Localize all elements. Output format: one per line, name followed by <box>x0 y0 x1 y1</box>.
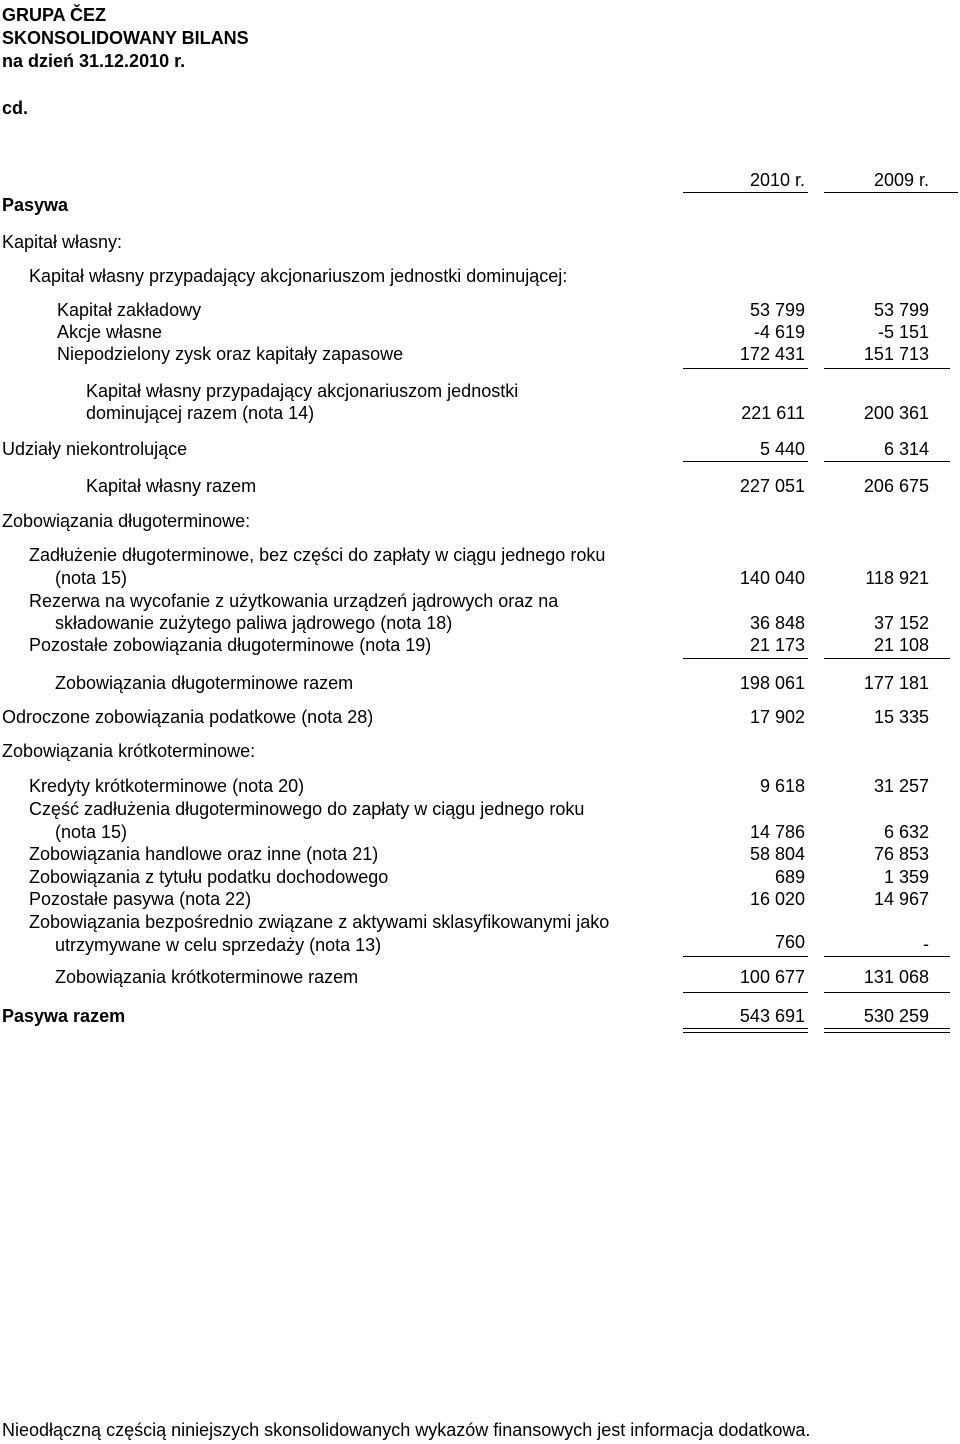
subtotal-rule-2009 <box>824 658 950 659</box>
double-rule-2010-upper <box>683 1028 808 1029</box>
lt-debt-label-line2: (nota 15) <box>55 568 128 588</box>
section-title: Pasywa <box>2 195 69 215</box>
held-for-sale-label-line2: utrzymywane w celu sprzedaży (nota 13) <box>55 935 382 955</box>
st-loans-2009: 31 257 <box>873 776 929 796</box>
double-rule-2009-lower <box>824 1032 950 1033</box>
double-rule-2009-upper <box>824 1028 950 1029</box>
footer-note: Nieodłączną częścią niniejszych skonsolidowanych wykazów finansowych jest informacja dodatkowa. <box>2 1420 811 1440</box>
grand-total-2009: 530 259 <box>863 1006 929 1026</box>
share-capital-2010: 53 799 <box>749 300 805 320</box>
trade-payables-2009: 76 853 <box>873 844 929 864</box>
lt-heading: Zobowiązania długoterminowe: <box>2 511 251 531</box>
held-for-sale-2010: 760 <box>774 932 805 952</box>
lt-total-label: Zobowiązania długoterminowe razem <box>55 673 354 693</box>
held-for-sale-2009: - <box>923 934 929 954</box>
deferred-tax-2009: 15 335 <box>873 707 929 727</box>
current-lt-debt-label-line2: (nota 15) <box>55 822 128 842</box>
nuclear-provision-2010: 36 848 <box>749 613 805 633</box>
subtotal-rule-2010 <box>683 461 808 462</box>
equity-parent-total-label-line2: dominującej razem (nota 14) <box>86 403 315 423</box>
nci-label: Udziały niekontrolujące <box>2 439 188 459</box>
nci-2010: 5 440 <box>759 439 805 459</box>
lt-total-2010: 198 061 <box>739 673 805 693</box>
column-header-2010: 2010 r. <box>749 170 805 190</box>
income-tax-label: Zobowiązania z tytułu podatku dochodowego <box>29 867 389 887</box>
other-lt-2009: 21 108 <box>873 635 929 655</box>
current-lt-debt-label-line1: Część zadłużenia długoterminowego do zapłaty w ciągu jednego roku <box>29 799 585 819</box>
equity-parent-total-label-line1: Kapitał własny przypadający akcjonariuszom jednostki <box>86 381 519 401</box>
retained-earnings-2010: 172 431 <box>739 344 805 364</box>
subtotal-rule-2009 <box>824 992 950 993</box>
subtotal-rule-2010 <box>683 992 808 993</box>
retained-earnings-2009: 151 713 <box>863 344 929 364</box>
treasury-shares-2009: -5 151 <box>877 322 929 342</box>
other-lt-label: Pozostałe zobowiązania długoterminowe (nota 19) <box>29 635 432 655</box>
nci-2009: 6 314 <box>883 439 929 459</box>
other-liabilities-2009: 14 967 <box>873 889 929 909</box>
st-heading: Zobowiązania krótkoterminowe: <box>2 741 256 761</box>
income-tax-2009: 1 359 <box>883 867 929 887</box>
company-name: GRUPA ČEZ <box>2 5 107 25</box>
other-liabilities-label: Pozostałe pasywa (nota 22) <box>29 889 252 909</box>
nuclear-provision-2009: 37 152 <box>873 613 929 633</box>
lt-total-2009: 177 181 <box>863 673 929 693</box>
lt-debt-label-line1: Zadłużenie długoterminowe, bez części do zapłaty w ciągu jednego roku <box>29 545 606 565</box>
equity-parent-total-2010: 221 611 <box>741 403 805 423</box>
subtotal-rule-2010 <box>683 956 808 957</box>
treasury-shares-2010: -4 619 <box>753 322 805 342</box>
trade-payables-label: Zobowiązania handlowe oraz inne (nota 21) <box>29 844 379 864</box>
trade-payables-2010: 58 804 <box>749 844 805 864</box>
st-total-2010: 100 677 <box>739 967 805 987</box>
statement-title: SKONSOLIDOWANY BILANS <box>2 28 249 48</box>
column-header-2010-underline <box>683 192 808 193</box>
subtotal-rule-2009 <box>824 368 950 369</box>
equity-total-label: Kapitał własny razem <box>86 476 257 496</box>
other-liabilities-2010: 16 020 <box>749 889 805 909</box>
deferred-tax-2010: 17 902 <box>749 707 805 727</box>
subtotal-rule-2009 <box>824 956 950 957</box>
equity-heading: Kapitał własny: <box>2 232 123 252</box>
held-for-sale-label-line1: Zobowiązania bezpośrednio związane z aktywami sklasyfikowanymi jako <box>29 912 610 932</box>
current-lt-debt-2010: 14 786 <box>749 822 805 842</box>
subtotal-rule-2010 <box>683 658 808 659</box>
grand-total-label: Pasywa razem <box>2 1006 126 1026</box>
equity-parent-heading: Kapitał własny przypadający akcjonariuszom jednostki dominującej: <box>29 266 568 286</box>
column-header-2009: 2009 r. <box>873 170 929 190</box>
current-lt-debt-2009: 6 632 <box>883 822 929 842</box>
statement-date: na dzień 31.12.2010 r. <box>2 51 186 71</box>
st-loans-2010: 9 618 <box>759 776 805 796</box>
retained-earnings-label: Niepodzielony zysk oraz kapitały zapasowe <box>57 344 404 364</box>
deferred-tax-label: Odroczone zobowiązania podatkowe (nota 28) <box>2 707 374 727</box>
nuclear-provision-label-line2: składowanie zużytego paliwa jądrowego (nota 18) <box>55 613 453 633</box>
lt-debt-2009: 118 921 <box>865 568 929 588</box>
subtotal-rule-2010 <box>683 368 808 369</box>
equity-total-2010: 227 051 <box>739 476 805 496</box>
other-lt-2010: 21 173 <box>749 635 805 655</box>
share-capital-2009: 53 799 <box>873 300 929 320</box>
treasury-shares-label: Akcje własne <box>57 322 163 342</box>
grand-total-2010: 543 691 <box>739 1006 805 1026</box>
equity-parent-total-2009: 200 361 <box>863 403 929 423</box>
st-total-2009: 131 068 <box>863 967 929 987</box>
lt-debt-2010: 140 040 <box>739 568 805 588</box>
equity-total-2009: 206 675 <box>863 476 929 496</box>
income-tax-2010: 689 <box>774 867 805 887</box>
continuation-mark: cd. <box>2 98 29 118</box>
st-loans-label: Kredyty krótkoterminowe (nota 20) <box>29 776 305 796</box>
subtotal-rule-2009 <box>824 461 950 462</box>
double-rule-2010-lower <box>683 1032 808 1033</box>
nuclear-provision-label-line1: Rezerwa na wycofanie z użytkowania urządzeń jądrowych oraz na <box>29 591 559 611</box>
share-capital-label: Kapitał zakładowy <box>57 300 202 320</box>
column-header-2009-underline <box>824 192 958 193</box>
st-total-label: Zobowiązania krótkoterminowe razem <box>55 967 359 987</box>
